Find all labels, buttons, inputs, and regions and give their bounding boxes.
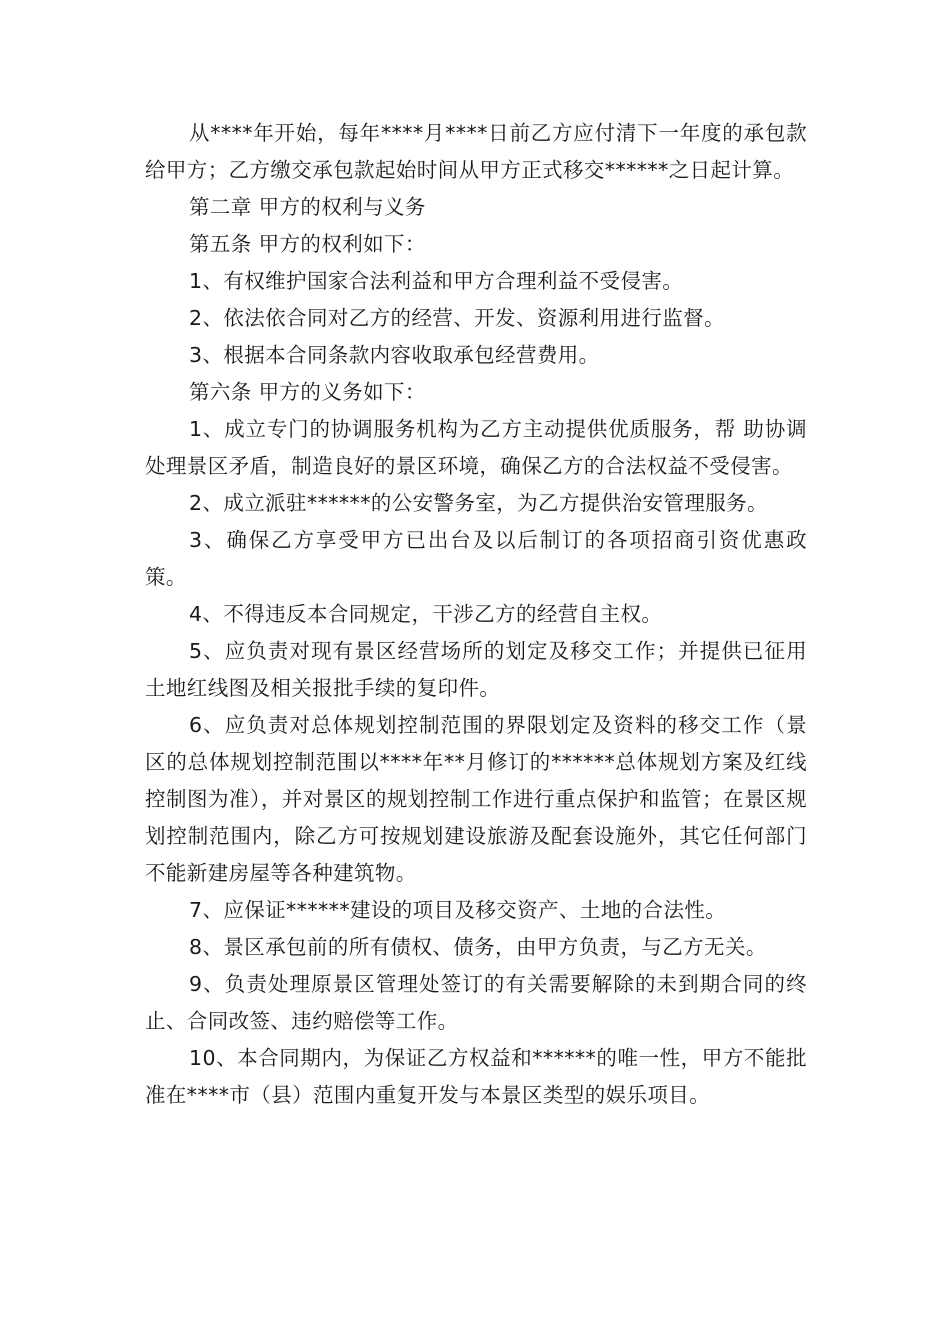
document-body (145, 115, 807, 1114)
article-6-item-3: 3、确保乙方享受甲方已出台及以后制订的各项招商引资优惠政策。 (145, 528, 807, 589)
article-6-item-10: 10、本合同期内，为保证乙方权益和******的唯一性，甲方不能批准在****市（县）范围内重复开发与本景区类型的娱乐项目。 (145, 1046, 807, 1107)
article-5-item-1: 1、有权维护国家合法利益和甲方合理利益不受侵害。 (189, 269, 684, 293)
article-6-heading: 第六条 甲方的义务如下： (189, 380, 426, 404)
article-6-item-5: 5、应负责对现有景区经营场所的划定及移交工作；并提供已征用土地红线图及相关报批手续的复印件。 (145, 639, 807, 700)
paragraph-payment-schedule: 从****年开始，每年****月****日前乙方应付清下一年度的承包款给甲方；乙方缴交承包款起始时间从甲方正式移交******之日起计算。 (145, 121, 807, 182)
chapter-heading: 第二章 甲方的权利与义务 (189, 195, 426, 219)
article-6-item-9: 9、负责处理原景区管理处签订的有关需要解除的未到期合同的终止、合同改签、违约赔偿等工作。 (145, 972, 807, 1033)
article-5-item-2: 2、依法依合同对乙方的经营、开发、资源利用进行监督。 (189, 306, 725, 330)
article-5-item-3: 3、根据本合同条款内容收取承包经营费用。 (189, 343, 600, 367)
article-6-item-8: 8、景区承包前的所有债权、债务，由甲方负责，与乙方无关。 (189, 935, 767, 959)
article-6-item-7: 7、应保证******建设的项目及移交资产、土地的合法性。 (189, 898, 727, 922)
article-6-item-2: 2、成立派驻******的公安警务室，为乙方提供治安管理服务。 (189, 491, 768, 515)
article-6-item-1: 1、成立专门的协调服务机构为乙方主动提供优质服务，帮 助协调处理景区矛盾，制造良好的景区环境，确保乙方的合法权益不受侵害。 (145, 417, 807, 478)
article-5-heading: 第五条 甲方的权利如下： (189, 232, 426, 256)
article-6-item-4: 4、不得违反本合同规定，干涉乙方的经营自主权。 (189, 602, 663, 626)
article-6-item-6: 6、应负责对总体规划控制范围的界限划定及资料的移交工作（景区的总体规划控制范围以****年**月修订的******总体规划方案及红线控制图为准），并对景区的规划控制工作进行重点保护和监管；在景区规划控制范围内，除乙方可按规划建设旅游及配套设施外，其它任何部门不能新建房屋等各种建筑物。 (145, 713, 807, 885)
